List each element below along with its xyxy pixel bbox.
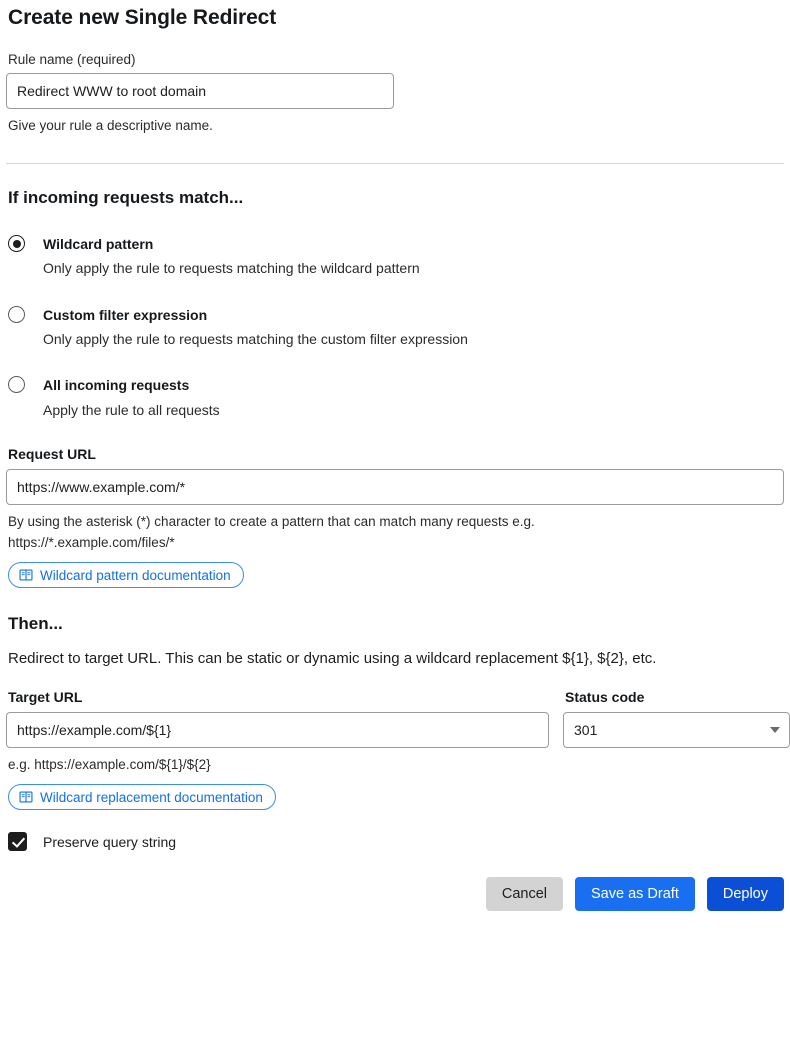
request-url-help-line1: By using the asterisk (*) character to create a pattern that can match many requests e.g. xyxy=(8,513,535,529)
radio-icon-custom-filter-expression[interactable] xyxy=(8,306,25,323)
cancel-button[interactable]: Cancel xyxy=(486,877,563,911)
book-icon xyxy=(19,568,33,582)
save-as-draft-button[interactable]: Save as Draft xyxy=(575,877,695,911)
target-url-help: e.g. https://example.com/${1}/${2} xyxy=(8,757,211,773)
request-url-label: Request URL xyxy=(8,445,96,462)
target-url-label: Target URL xyxy=(8,689,83,706)
rule-name-input[interactable] xyxy=(6,73,394,109)
create-redirect-form xyxy=(0,6,790,1037)
radio-icon-wildcard-pattern[interactable] xyxy=(8,235,25,252)
form-footer xyxy=(6,877,784,923)
section-divider xyxy=(6,163,784,164)
radio-desc-wildcard-pattern: Only apply the rule to requests matching the wildcard pattern xyxy=(43,260,420,277)
radio-desc-custom-filter-expression: Only apply the rule to requests matching the custom filter expression xyxy=(43,331,468,348)
status-code-label: Status code xyxy=(565,689,645,706)
status-code-field xyxy=(563,689,790,748)
request-url-help-line2: https://*.example.com/files/* xyxy=(8,535,175,551)
status-code-value: 301 xyxy=(574,722,598,739)
then-section-title: Then... xyxy=(8,614,63,634)
target-url-field xyxy=(6,689,549,748)
book-icon xyxy=(19,790,33,804)
wildcard-replacement-documentation-label: Wildcard replacement documentation xyxy=(40,789,263,805)
target-url-input[interactable] xyxy=(6,712,549,748)
preserve-query-string-checkbox[interactable] xyxy=(8,832,27,851)
request-url-input[interactable] xyxy=(6,469,784,505)
wildcard-pattern-documentation-link[interactable] xyxy=(8,562,244,588)
status-code-select[interactable] xyxy=(563,712,790,748)
radio-option-custom-filter-expression[interactable] xyxy=(6,305,784,350)
radio-label-custom-filter-expression: Custom filter expression xyxy=(43,306,208,323)
wildcard-pattern-documentation-label: Wildcard pattern documentation xyxy=(40,567,231,583)
radio-option-all-incoming-requests[interactable] xyxy=(6,375,784,420)
page-title: Create new Single Redirect xyxy=(8,6,277,29)
match-radio-group xyxy=(6,234,784,420)
radio-desc-all-incoming-requests: Apply the rule to all requests xyxy=(43,401,220,418)
radio-icon-all-incoming-requests[interactable] xyxy=(8,376,25,393)
deploy-button[interactable]: Deploy xyxy=(707,877,784,911)
preserve-query-string-label: Preserve query string xyxy=(43,833,177,850)
target-and-status-row xyxy=(6,689,784,748)
rule-name-help: Give your rule a descriptive name. xyxy=(8,118,213,133)
radio-label-all-incoming-requests: All incoming requests xyxy=(43,377,190,394)
radio-label-wildcard-pattern: Wildcard pattern xyxy=(43,236,154,253)
preserve-query-string-row[interactable] xyxy=(8,832,784,851)
radio-option-wildcard-pattern[interactable] xyxy=(6,234,784,279)
rule-name-label: Rule name (required) xyxy=(8,52,136,67)
wildcard-replacement-documentation-link[interactable] xyxy=(8,784,276,810)
match-section-title: If incoming requests match... xyxy=(8,188,244,208)
then-section-description: Redirect to target URL. This can be static or dynamic using a wildcard replacement ${1}, ${2}, etc. xyxy=(8,650,657,668)
